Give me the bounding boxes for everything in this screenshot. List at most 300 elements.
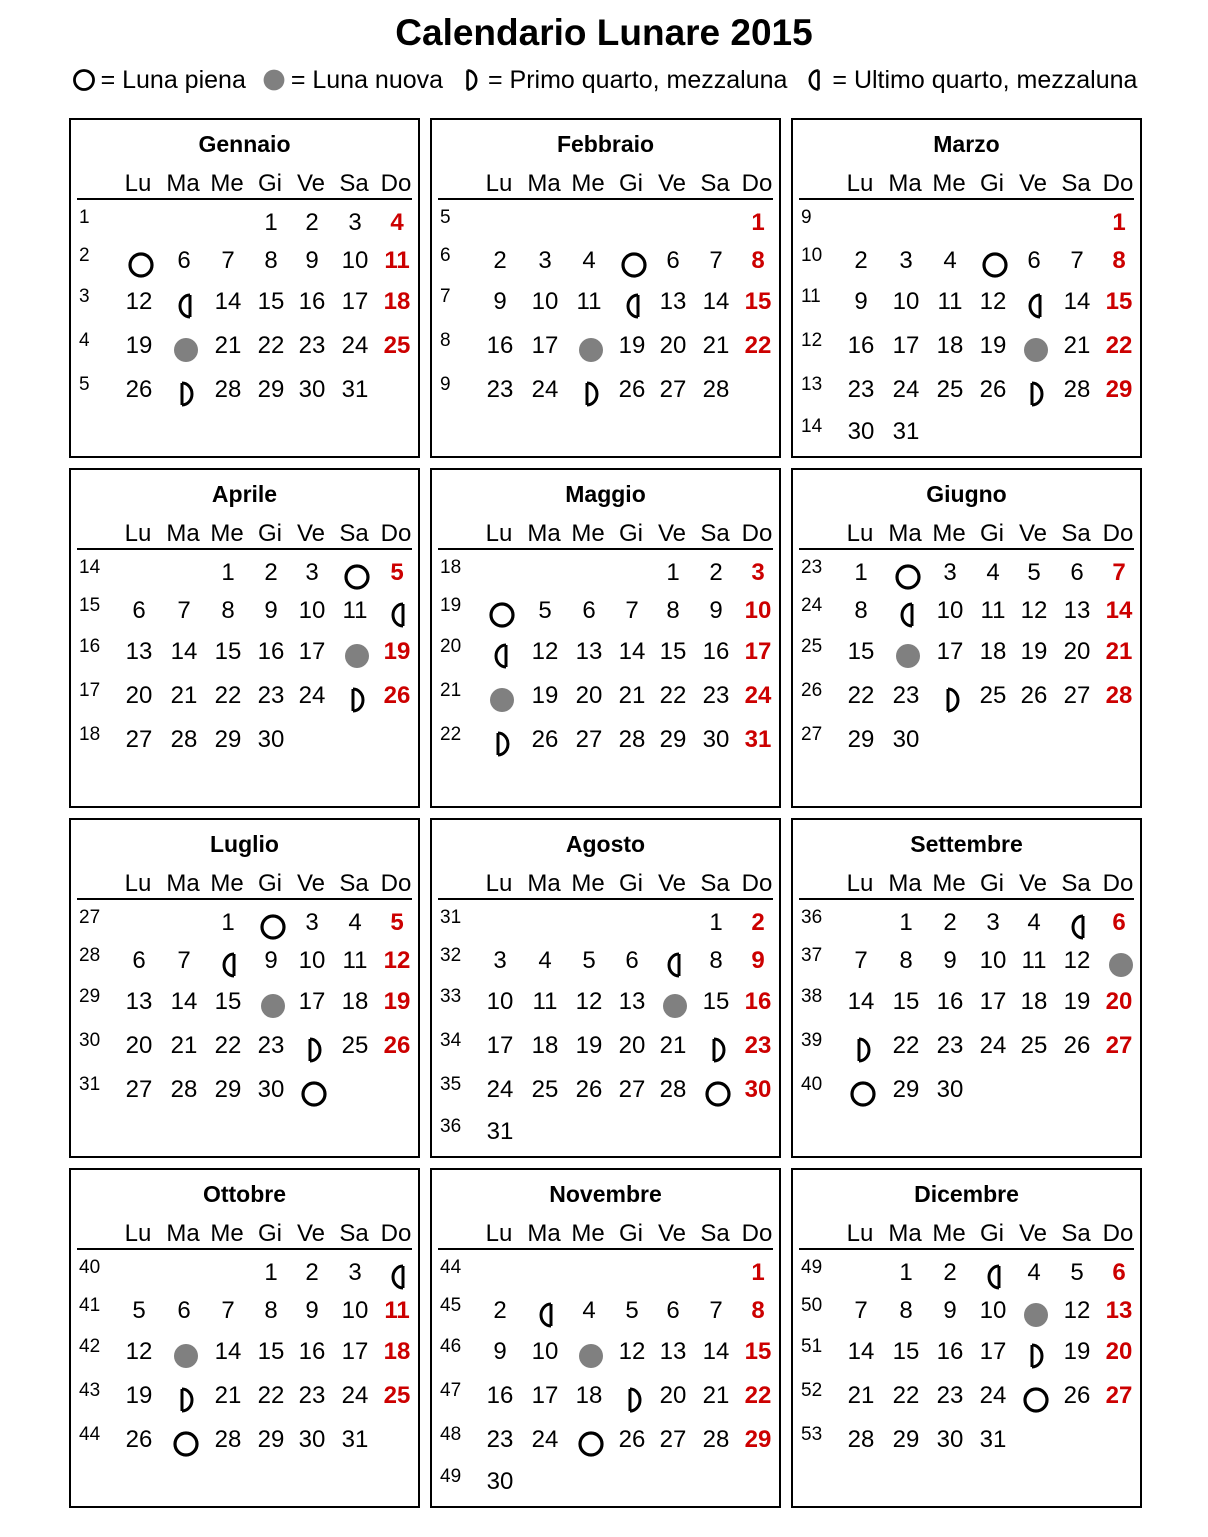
sunday-date: 22 [744, 332, 772, 359]
weekday-header: Gi [980, 520, 1004, 547]
month-giugno [791, 468, 1142, 808]
week-number: 16 [79, 636, 101, 657]
date: 15 [257, 1338, 285, 1365]
date: 26 [979, 376, 1007, 403]
date: 12 [1063, 947, 1091, 974]
week-number: 37 [801, 945, 823, 966]
legend-label: = Luna nuova [290, 66, 444, 94]
full-moon-icon [126, 250, 156, 280]
date: 21 [214, 1382, 242, 1409]
new-moon-icon [171, 335, 201, 365]
month-novembre [430, 1168, 781, 1508]
date: 6 [177, 247, 191, 274]
weekday-header: Gi [258, 520, 282, 547]
date: 6 [177, 1297, 191, 1324]
legend-label: = Luna piena [100, 66, 246, 94]
weekday-header: Ve [1018, 1220, 1048, 1247]
date: 1 [899, 909, 913, 936]
date: 31 [486, 1118, 514, 1145]
weekday-header: Lu [124, 170, 152, 197]
date: 7 [709, 247, 723, 274]
date: 20 [618, 1032, 646, 1059]
weekday-header: Lu [846, 1220, 874, 1247]
sunday-date: 19 [383, 638, 411, 665]
weekday-header: Gi [619, 1220, 643, 1247]
date: 28 [659, 1076, 687, 1103]
date: 14 [618, 638, 646, 665]
legend [0, 66, 1208, 95]
sunday-date: 6 [1112, 1259, 1126, 1286]
weekday-header: Me [210, 870, 244, 897]
date: 8 [264, 247, 278, 274]
date: 12 [1020, 597, 1048, 624]
date: 26 [125, 376, 153, 403]
weekday-header: Do [741, 1220, 773, 1247]
week-number: 4 [79, 330, 90, 351]
first-quarter-icon [342, 685, 372, 715]
new-moon-icon [171, 1341, 201, 1371]
weekday-header: Sa [339, 520, 369, 547]
weekday-header: Ma [166, 1220, 200, 1247]
date: 10 [298, 597, 326, 624]
date: 28 [1063, 376, 1091, 403]
header-rule [438, 1248, 773, 1250]
first-quarter-icon [619, 1385, 649, 1415]
week-number: 14 [801, 416, 823, 437]
date: 6 [132, 947, 146, 974]
date: 18 [531, 1032, 559, 1059]
last-quarter-icon [1021, 291, 1051, 321]
date: 17 [341, 288, 369, 315]
date: 23 [298, 332, 326, 359]
date: 2 [264, 559, 278, 586]
sunday-date: 20 [1105, 988, 1133, 1015]
weekday-header: Do [1102, 170, 1134, 197]
date: 1 [221, 909, 235, 936]
sunday-date: 12 [383, 947, 411, 974]
week-number: 30 [79, 1030, 101, 1051]
weekday-header: Gi [619, 870, 643, 897]
sunday-date: 2 [751, 909, 765, 936]
date: 3 [493, 947, 507, 974]
sunday-date: 31 [744, 726, 772, 753]
date: 26 [618, 376, 646, 403]
date: 7 [709, 1297, 723, 1324]
weekday-header: Do [741, 520, 773, 547]
week-number: 15 [79, 595, 101, 616]
date: 22 [257, 332, 285, 359]
date: 2 [943, 1259, 957, 1286]
date: 10 [298, 947, 326, 974]
date: 9 [305, 1297, 319, 1324]
date: 24 [531, 1426, 559, 1453]
date: 29 [847, 726, 875, 753]
weekday-header: Me [932, 170, 966, 197]
date: 20 [125, 1032, 153, 1059]
date: 18 [1020, 988, 1048, 1015]
week-number: 18 [79, 724, 101, 745]
full-moon-icon [619, 250, 649, 280]
date: 21 [847, 1382, 875, 1409]
full-moon-icon [893, 562, 923, 592]
date: 3 [305, 559, 319, 586]
weekday-header: Ma [888, 520, 922, 547]
month-marzo [791, 118, 1142, 458]
week-number: 47 [440, 1380, 462, 1401]
date: 21 [702, 332, 730, 359]
sunday-date: 7 [1112, 559, 1126, 586]
first-quarter-icon [703, 1035, 733, 1065]
date: 23 [892, 682, 920, 709]
date: 28 [847, 1426, 875, 1453]
week-number: 53 [801, 1424, 823, 1445]
last-quarter-icon [384, 1262, 414, 1292]
sunday-date: 25 [383, 1382, 411, 1409]
week-number: 34 [440, 1030, 462, 1051]
sunday-date: 26 [383, 1032, 411, 1059]
date: 12 [979, 288, 1007, 315]
date: 9 [264, 947, 278, 974]
weekday-header: Lu [124, 1220, 152, 1247]
month-dicembre [791, 1168, 1142, 1508]
date: 16 [847, 332, 875, 359]
date: 30 [702, 726, 730, 753]
weekday-header: Me [210, 520, 244, 547]
month-name: Luglio [210, 831, 279, 857]
date: 2 [305, 1259, 319, 1286]
date: 5 [1027, 559, 1041, 586]
month-name: Maggio [565, 481, 646, 507]
date: 12 [531, 638, 559, 665]
date: 19 [618, 332, 646, 359]
date: 5 [1070, 1259, 1084, 1286]
date: 28 [214, 1426, 242, 1453]
weekday-header: Ma [166, 170, 200, 197]
date: 21 [618, 682, 646, 709]
week-number: 41 [79, 1295, 101, 1316]
date: 21 [170, 1032, 198, 1059]
week-number: 29 [79, 986, 101, 1007]
date: 7 [221, 1297, 235, 1324]
date: 16 [936, 1338, 964, 1365]
week-number: 32 [440, 945, 462, 966]
date: 25 [531, 1076, 559, 1103]
date: 10 [892, 288, 920, 315]
week-number: 46 [440, 1336, 462, 1357]
date: 14 [214, 1338, 242, 1365]
week-number: 5 [79, 374, 90, 395]
date: 9 [493, 288, 507, 315]
weekday-header: Ve [296, 170, 326, 197]
week-number: 36 [440, 1116, 462, 1137]
full-moon-icon [258, 912, 288, 942]
new-moon-icon [487, 685, 517, 715]
month-agosto [430, 818, 781, 1158]
week-number: 39 [801, 1030, 823, 1051]
weekday-header: Sa [339, 170, 369, 197]
date: 29 [257, 1426, 285, 1453]
date: 11 [342, 947, 368, 974]
date: 17 [936, 638, 964, 665]
date: 21 [659, 1032, 687, 1059]
last-quarter-icon [171, 291, 201, 321]
header-rule [77, 1248, 412, 1250]
date: 4 [1027, 909, 1041, 936]
date: 7 [177, 947, 191, 974]
week-number: 52 [801, 1380, 823, 1401]
week-number: 48 [440, 1424, 462, 1445]
month-maggio [430, 468, 781, 808]
date: 1 [854, 559, 868, 586]
date: 26 [575, 1076, 603, 1103]
sunday-date: 26 [383, 682, 411, 709]
date: 23 [936, 1032, 964, 1059]
new-moon-icon [893, 641, 923, 671]
date: 9 [264, 597, 278, 624]
weekday-header: Do [741, 870, 773, 897]
new-moon-icon [1106, 950, 1136, 980]
last-quarter-icon [619, 291, 649, 321]
weekday-header: Ma [888, 1220, 922, 1247]
date: 19 [575, 1032, 603, 1059]
full-moon-icon [848, 1079, 878, 1109]
month-name: Giugno [926, 481, 1007, 507]
weekday-header: Ve [1018, 870, 1048, 897]
date: 8 [899, 947, 913, 974]
weekday-header: Lu [485, 520, 513, 547]
sunday-date: 22 [1105, 332, 1133, 359]
week-number: 6 [440, 245, 451, 266]
first-quarter-icon [171, 1385, 201, 1415]
date: 13 [125, 638, 153, 665]
sunday-date: 8 [751, 1297, 765, 1324]
date: 14 [847, 988, 875, 1015]
date: 7 [221, 247, 235, 274]
weekday-header: Gi [258, 170, 282, 197]
full-moon-icon [980, 250, 1010, 280]
week-number: 40 [79, 1257, 101, 1278]
date: 16 [702, 638, 730, 665]
last-quarter-icon [802, 67, 828, 93]
new-moon-icon [576, 335, 606, 365]
last-quarter-icon [660, 950, 690, 980]
weekday-header: Lu [124, 520, 152, 547]
header-rule [799, 548, 1134, 550]
date: 4 [538, 947, 552, 974]
weekday-header: Me [932, 520, 966, 547]
sunday-date: 17 [744, 638, 772, 665]
date: 26 [1063, 1382, 1091, 1409]
week-number: 49 [801, 1257, 823, 1278]
date: 4 [582, 247, 596, 274]
full-moon-icon [71, 67, 97, 93]
month-name: Aprile [211, 481, 278, 507]
weekday-header: Ma [527, 520, 561, 547]
date: 18 [979, 638, 1007, 665]
last-quarter-icon [893, 600, 923, 630]
date: 27 [659, 1426, 687, 1453]
date: 2 [854, 247, 868, 274]
header-rule [438, 548, 773, 550]
date: 22 [214, 682, 242, 709]
date: 11 [342, 597, 368, 624]
sunday-date: 11 [384, 1297, 410, 1324]
first-quarter-icon [1021, 1341, 1051, 1371]
date: 13 [618, 988, 646, 1015]
week-number: 9 [440, 374, 451, 395]
month-aprile [69, 468, 420, 808]
month-name: Novembre [549, 1181, 662, 1207]
date: 22 [892, 1032, 920, 1059]
date: 14 [170, 988, 198, 1015]
date: 1 [221, 559, 235, 586]
date: 19 [125, 1382, 153, 1409]
date: 17 [341, 1338, 369, 1365]
first-quarter-icon [848, 1035, 878, 1065]
weekday-header: Sa [700, 170, 730, 197]
legend-label: = Ultimo quarto, mezzaluna [832, 66, 1138, 94]
date: 1 [264, 1259, 278, 1286]
sunday-date: 24 [744, 682, 772, 709]
date: 24 [892, 376, 920, 403]
week-number: 33 [440, 986, 462, 1007]
date: 31 [892, 418, 920, 445]
weekday-header: Lu [485, 1220, 513, 1247]
date: 1 [899, 1259, 913, 1286]
date: 20 [659, 332, 687, 359]
new-moon-icon [660, 991, 690, 1021]
date: 15 [214, 638, 242, 665]
first-quarter-icon [937, 685, 967, 715]
date: 18 [341, 988, 369, 1015]
date: 25 [1020, 1032, 1048, 1059]
date: 26 [1063, 1032, 1091, 1059]
date: 15 [214, 988, 242, 1015]
week-number: 50 [801, 1295, 823, 1316]
date: 2 [493, 1297, 507, 1324]
date: 29 [892, 1076, 920, 1103]
date: 6 [625, 947, 639, 974]
month-name: Febbraio [556, 131, 655, 157]
sunday-date: 19 [383, 988, 411, 1015]
header-rule [77, 548, 412, 550]
date: 5 [625, 1297, 639, 1324]
week-number: 31 [79, 1074, 101, 1095]
date: 4 [348, 909, 362, 936]
date: 20 [575, 682, 603, 709]
date: 12 [618, 1338, 646, 1365]
date: 9 [493, 1338, 507, 1365]
date: 23 [702, 682, 730, 709]
date: 13 [659, 1338, 687, 1365]
week-number: 19 [440, 595, 462, 616]
week-number: 45 [440, 1295, 462, 1316]
weekday-header: Me [932, 870, 966, 897]
week-number: 31 [440, 907, 462, 928]
date: 30 [936, 1426, 964, 1453]
date: 6 [1027, 247, 1041, 274]
header-rule [799, 898, 1134, 900]
date: 15 [892, 1338, 920, 1365]
date: 4 [986, 559, 1000, 586]
new-moon-icon [261, 67, 287, 93]
date: 26 [125, 1426, 153, 1453]
header-rule [77, 898, 412, 900]
date: 2 [709, 559, 723, 586]
sunday-date: 16 [744, 988, 772, 1015]
date: 12 [125, 288, 153, 315]
date: 22 [659, 682, 687, 709]
date: 14 [1063, 288, 1091, 315]
weekday-header: Do [1102, 520, 1134, 547]
date: 17 [486, 1032, 514, 1059]
date: 27 [1063, 682, 1091, 709]
week-number: 49 [440, 1466, 462, 1487]
week-number: 22 [440, 724, 462, 745]
date: 20 [1063, 638, 1091, 665]
date: 10 [936, 597, 964, 624]
date: 7 [1070, 247, 1084, 274]
date: 30 [298, 376, 326, 403]
date: 19 [125, 332, 153, 359]
date: 19 [979, 332, 1007, 359]
month-name: Marzo [933, 131, 1000, 157]
weekday-header: Ma [527, 1220, 561, 1247]
date: 17 [531, 1382, 559, 1409]
date: 6 [1070, 559, 1084, 586]
header-rule [799, 198, 1134, 200]
week-number: 18 [440, 557, 462, 578]
weekday-header: Do [741, 170, 773, 197]
date: 18 [575, 1382, 603, 1409]
full-moon-icon [703, 1079, 733, 1109]
weekday-header: Sa [700, 1220, 730, 1247]
date: 11 [576, 288, 602, 315]
last-quarter-icon [1064, 912, 1094, 942]
date: 21 [214, 332, 242, 359]
week-number: 42 [79, 1336, 101, 1357]
date: 12 [575, 988, 603, 1015]
date: 11 [980, 597, 1006, 624]
month-name: Ottobre [202, 1181, 287, 1207]
date: 9 [943, 1297, 957, 1324]
sunday-date: 10 [744, 597, 772, 624]
weekday-header: Sa [339, 870, 369, 897]
month-gennaio [69, 118, 420, 458]
weekday-header: Gi [980, 870, 1004, 897]
week-number: 25 [801, 636, 823, 657]
weekday-header: Ma [166, 870, 200, 897]
sunday-date: 1 [751, 209, 765, 236]
weekday-header: Do [1102, 870, 1134, 897]
date: 10 [486, 988, 514, 1015]
sunday-date: 15 [744, 288, 772, 315]
date: 7 [854, 1297, 868, 1324]
date: 7 [177, 597, 191, 624]
date: 29 [257, 376, 285, 403]
date: 14 [702, 288, 730, 315]
sunday-date: 5 [390, 559, 404, 586]
date: 16 [486, 332, 514, 359]
weekday-header: Gi [619, 520, 643, 547]
date: 6 [582, 597, 596, 624]
weekday-header: Ve [657, 170, 687, 197]
date: 30 [486, 1468, 514, 1495]
date: 31 [341, 1426, 369, 1453]
date: 16 [298, 1338, 326, 1365]
date: 23 [936, 1382, 964, 1409]
date: 30 [257, 726, 285, 753]
